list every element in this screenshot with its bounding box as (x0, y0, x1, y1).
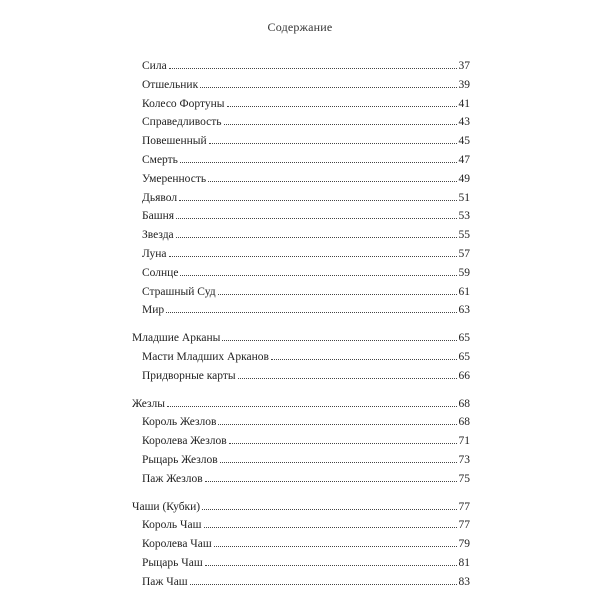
toc-entry[interactable] (132, 151, 470, 170)
toc-page-number: 55 (458, 229, 470, 242)
toc-section-entry[interactable] (132, 498, 470, 517)
dot-leader (271, 359, 457, 360)
toc-entry[interactable] (132, 348, 470, 367)
toc-entry[interactable] (132, 264, 470, 283)
section-gap (132, 320, 470, 329)
toc-entry-label: Жезлы (132, 397, 165, 410)
toc-page-number: 79 (458, 538, 470, 551)
toc-page-number: 49 (458, 172, 470, 185)
toc-entry-label: Колесо Фортуны (142, 97, 225, 110)
toc-entry[interactable] (132, 170, 470, 189)
toc-page-number: 43 (458, 116, 470, 129)
dot-leader (222, 340, 456, 341)
toc-entry-label: Звезда (142, 229, 174, 242)
dot-leader (204, 527, 457, 528)
toc-entry[interactable] (132, 76, 470, 95)
page-title: Содержание (267, 20, 333, 34)
dot-leader (176, 237, 457, 238)
section-gap (132, 489, 470, 498)
dot-leader (220, 462, 457, 463)
dot-leader (205, 481, 457, 482)
toc-entry-label: Чаши (Кубки) (132, 500, 201, 513)
toc-entry[interactable] (132, 432, 470, 451)
dot-leader (238, 378, 457, 379)
dot-leader (205, 565, 457, 566)
dot-leader (208, 181, 456, 182)
toc-page-number: 73 (458, 453, 470, 466)
toc-entry[interactable] (132, 95, 470, 114)
toc-page-number: 68 (458, 397, 470, 410)
dot-leader (167, 406, 457, 407)
dot-leader (229, 443, 457, 444)
dot-leader (200, 87, 456, 88)
toc-entry-label: Повешенный (142, 135, 207, 148)
toc-entry-label: Рыцарь Жезлов (142, 453, 218, 466)
dot-leader (179, 200, 456, 201)
toc-entry[interactable] (132, 470, 470, 489)
toc-page-number: 65 (458, 332, 470, 345)
toc-entry[interactable] (132, 207, 470, 226)
toc-entry-label: Королева Жезлов (142, 435, 227, 448)
dot-leader (176, 218, 456, 219)
toc-entry-label: Паж Чаш (142, 575, 188, 588)
toc-page-number: 65 (458, 350, 470, 363)
table-of-contents (132, 57, 470, 592)
toc-entry-label: Умеренность (142, 172, 207, 185)
toc-page-number: 75 (458, 472, 470, 485)
toc-page-number: 77 (458, 519, 470, 532)
toc-entry-label: Масти Младших Арканов (142, 350, 269, 363)
toc-page-number: 59 (458, 266, 470, 279)
section-gap (132, 386, 470, 395)
toc-page-number: 77 (458, 500, 470, 513)
toc-entry-label: Отшельник (142, 78, 199, 91)
toc-entry-label: Король Жезлов (142, 416, 217, 429)
dot-leader (218, 294, 457, 295)
toc-page-number: 53 (458, 210, 470, 223)
toc-entry[interactable] (132, 189, 470, 208)
toc-page-number: 81 (458, 556, 470, 569)
toc-entry[interactable] (132, 57, 470, 76)
toc-entry[interactable] (132, 573, 470, 592)
toc-page-number: 63 (458, 304, 470, 317)
toc-entry-label: Придворные карты (142, 369, 236, 382)
toc-page-number: 47 (458, 153, 470, 166)
toc-page-number: 61 (458, 285, 470, 298)
toc-page-number: 45 (458, 135, 470, 148)
toc-section-entry[interactable] (132, 395, 470, 414)
dot-leader (190, 584, 457, 585)
toc-entry[interactable] (132, 301, 470, 320)
toc-section-entry[interactable] (132, 329, 470, 348)
toc-entry-label: Солнце (142, 266, 179, 279)
toc-entry[interactable] (132, 245, 470, 264)
dot-leader (180, 275, 456, 276)
toc-entry[interactable] (132, 451, 470, 470)
toc-entry-label: Младшие Арканы (132, 332, 221, 345)
toc-page-number: 71 (458, 435, 470, 448)
toc-entry-label: Король Чаш (142, 519, 202, 532)
toc-entry[interactable] (132, 113, 470, 132)
dot-leader (209, 143, 457, 144)
toc-page-number: 37 (458, 60, 470, 72)
toc-entry-label: Паж Жезлов (142, 472, 203, 485)
toc-entry-label: Рыцарь Чаш (142, 556, 203, 569)
toc-page-number: 66 (458, 369, 470, 382)
dot-leader (166, 312, 456, 313)
toc-entry-label: Мир (142, 304, 165, 317)
dot-leader (227, 106, 457, 107)
toc-entry[interactable] (132, 226, 470, 245)
toc-page-number: 41 (458, 97, 470, 110)
dot-leader (202, 509, 456, 510)
toc-entry[interactable] (132, 535, 470, 554)
dot-leader (169, 68, 457, 69)
toc-entry-label: Башня (142, 210, 175, 223)
toc-entry[interactable] (132, 413, 470, 432)
toc-page-number: 83 (458, 575, 470, 588)
toc-page-number: 57 (458, 247, 470, 260)
toc-entry-label: Королева Чаш (142, 538, 212, 551)
toc-entry[interactable] (132, 283, 470, 302)
toc-entry-label: Дьявол (142, 191, 178, 204)
toc-page-number: 51 (458, 191, 470, 204)
toc-entry-label: Сила (142, 60, 167, 72)
toc-entry[interactable] (132, 367, 470, 386)
toc-entry[interactable] (132, 132, 470, 151)
dot-leader (169, 256, 457, 257)
toc-entry-label: Справедливость (142, 116, 222, 129)
toc-page-number: 68 (458, 416, 470, 429)
toc-entry-label: Смерть (142, 153, 178, 166)
toc-entry[interactable] (132, 554, 470, 573)
dot-leader (180, 162, 457, 163)
toc-page-number: 39 (458, 78, 470, 91)
dot-leader (214, 546, 457, 547)
toc-entry-label: Страшный Суд (142, 285, 216, 298)
toc-entry-label: Луна (142, 247, 167, 260)
dot-leader (224, 124, 457, 125)
toc-entry[interactable] (132, 516, 470, 535)
dot-leader (218, 424, 456, 425)
